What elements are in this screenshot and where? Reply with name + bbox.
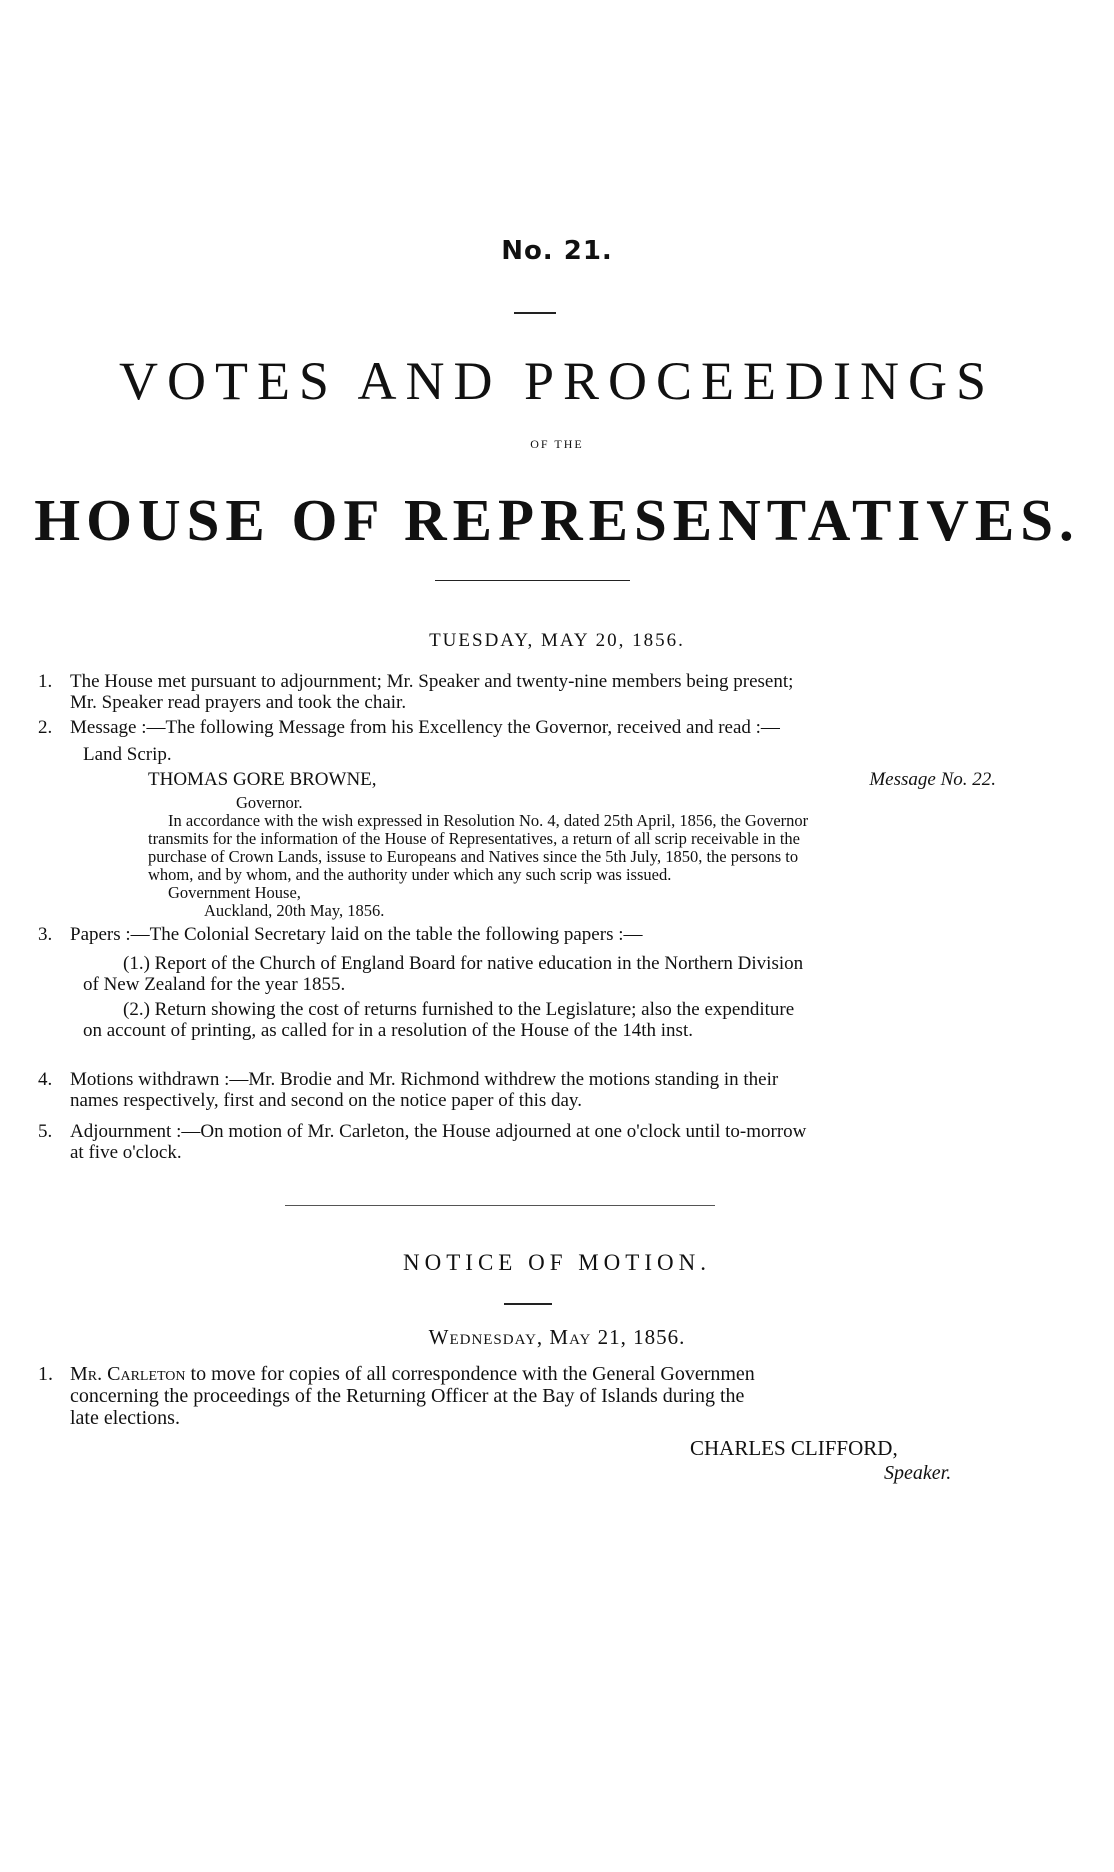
notice-text: concerning the proceedings of the Returning Officer at the Bay of Islands during the [70, 1385, 745, 1407]
document-number: No. 21. [501, 236, 613, 266]
item-number: 2. [38, 717, 53, 738]
speaker-title: Speaker. [884, 1462, 952, 1484]
notice-text: late elections. [70, 1407, 180, 1429]
paper-1 [83, 953, 1023, 995]
message-body [148, 812, 1018, 920]
paper-2 [83, 999, 1023, 1041]
item-text: Mr. Speaker read prayers and took the chair. [70, 692, 407, 713]
notice-line [70, 1363, 1000, 1385]
divider [504, 1303, 552, 1305]
item-text: Motions withdrawn :—Mr. Brodie and Mr. Richmond withdrew the motions standing in their [70, 1069, 779, 1090]
item-number: 1. [38, 671, 53, 692]
item-text: The House met pursuant to adjournment; Mr. Speaker and twenty-nine members being present; [70, 671, 794, 692]
message-body-line: In accordance with the wish expressed in Resolution No. 4, dated 25th April, 1856, the Governor [168, 811, 809, 830]
mover-name: Mr. Carleton [70, 1363, 186, 1385]
item-number: 4. [38, 1069, 53, 1090]
message-body-line: purchase of Crown Lands, issuse to Europeans and Natives since the 5th July, 1850, the persons to [148, 847, 799, 866]
message-body-line: transmits for the information of the House of Representatives, a return of all scrip receivable in the [148, 829, 800, 848]
session-date: TUESDAY, MAY 20, 1856. [429, 630, 685, 651]
message-place: Auckland, 20th May, 1856. [204, 901, 385, 920]
item-number: 3. [38, 924, 53, 945]
item-text: Adjournment :—On motion of Mr. Carleton, the House adjourned at one o'clock until to-morrow [70, 1121, 807, 1142]
item-text: Papers :—The Colonial Secretary laid on the table the following papers :— [70, 924, 643, 945]
paper-text: (1.) Report of the Church of England Board for native education in the Northern Division [123, 953, 804, 974]
notice-title: NOTICE OF MOTION. [403, 1250, 711, 1275]
item-number: 1. [38, 1363, 53, 1385]
divider [514, 312, 556, 314]
item-text: at five o'clock. [70, 1142, 182, 1163]
title-votes-and-proceedings: VOTES AND PROCEEDINGS [118, 351, 996, 411]
item-number: 5. [38, 1121, 53, 1142]
message-subject: Land Scrip. [83, 744, 172, 765]
title-house-of-representatives: HOUSE OF REPRESENTATIVES. [34, 487, 1080, 553]
paper-text: of New Zealand for the year 1855. [83, 974, 346, 995]
paper-text: (2.) Return showing the cost of returns furnished to the Legislature; also the expenditure [123, 999, 795, 1020]
item-text: names respectively, first and second on the notice paper of this day. [70, 1090, 582, 1111]
message-signatory-title: Governor. [236, 793, 303, 812]
notice-text: to move for copies of all correspondence with the General Governmen [190, 1363, 755, 1385]
paper-text: on account of printing, as called for in a resolution of the House of the 14th inst. [83, 1020, 693, 1041]
notice-date: Wednesday, May 21, 1856. [428, 1325, 686, 1349]
message-number: Message No. 22. [869, 769, 996, 790]
message-place: Government House, [168, 883, 301, 902]
item-text: Message :—The following Message from his Excellency the Governor, received and read :— [70, 717, 780, 738]
message-signatory: THOMAS GORE BROWNE, [148, 769, 377, 790]
message-body-line: whom, and by whom, and the authority under which any such scrip was issued. [148, 865, 672, 884]
title-of-the: OF THE [530, 437, 584, 451]
speaker-signature: CHARLES CLIFFORD, [690, 1436, 898, 1460]
section-divider [285, 1205, 715, 1206]
divider [435, 580, 630, 581]
